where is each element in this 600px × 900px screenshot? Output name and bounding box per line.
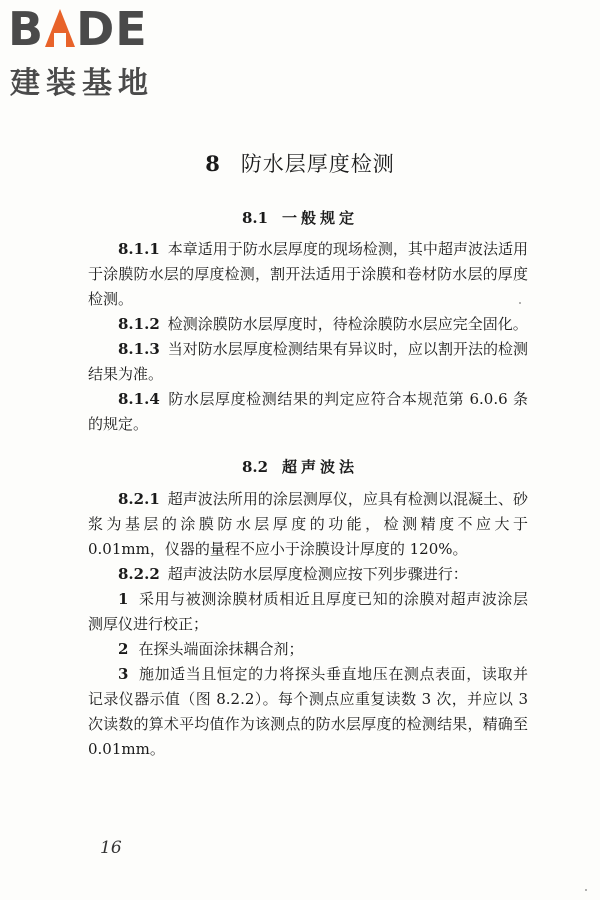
clause-text: 超声波法所用的涂层测厚仪，应具有检测以混凝土、砂浆为基层的涂膜防水层厚度的功能，检测精度不应大于 0.01mm，仪器的量程不应小于涂膜设计厚度的 120%。 (88, 490, 528, 558)
logo-wordmark: B DE (8, 2, 148, 56)
clause (88, 237, 528, 312)
chapter-title (0, 148, 600, 178)
section-body (88, 237, 528, 437)
page-number: 16 (100, 838, 122, 858)
section-number: 8.2 (241, 458, 269, 476)
clause-text: 超声波法防水层厚度检测应按下列步骤进行： (167, 565, 468, 583)
brand-logo (8, 4, 188, 100)
step-item (88, 637, 528, 662)
section-title-text: 一般规定 (282, 209, 359, 227)
clause-number: 8.1.3 (118, 340, 160, 358)
clause-number: 8.2.2 (118, 565, 160, 583)
clause-text: 本章适用于防水层厚度的现场检测，其中超声波法适用于涂膜防水层的厚度检测，割开法适用于涂膜和卷材防水层的厚度检测。 (88, 240, 528, 308)
step-number: 3 (118, 665, 129, 683)
clause-number: 8.1.4 (118, 390, 160, 408)
scan-speck (519, 302, 521, 304)
section-body (88, 487, 528, 762)
section-title-text: 超声波法 (282, 458, 359, 476)
clause (88, 387, 528, 437)
step-number: 1 (118, 590, 129, 608)
step-item (88, 662, 528, 762)
logo-subtitle: 建装基地 (10, 66, 154, 101)
clause-number: 8.1.2 (118, 315, 160, 333)
section-heading (0, 207, 600, 228)
clause (88, 337, 528, 387)
step-text: 施加适当且恒定的力将探头垂直地压在测点表面，读取并记录仪器示值（图 8.2.2）。每个测点应重复读数 3 次，并应以 3 次读数的算术平均值作为该测点的防水层厚度的检测结果，精确至 0.01mm。 (88, 665, 528, 758)
chapter-number: 8 (205, 151, 221, 176)
step-number: 2 (118, 640, 129, 658)
clause (88, 487, 528, 562)
clause-text: 当对防水层厚度检测结果有异议时，应以割开法的检测结果为准。 (88, 340, 528, 383)
scan-speck (585, 889, 587, 891)
clause (88, 562, 528, 587)
step-text: 在探头端面涂抹耦合剂； (138, 640, 304, 658)
section-number: 8.1 (241, 209, 269, 227)
clause-text: 防水层厚度检测结果的判定应符合本规范第 6.0.6 条的规定。 (88, 390, 528, 433)
step-text: 采用与被测涂膜材质相近且厚度已知的涂膜对超声波涂层测厚仪进行校正； (88, 590, 528, 633)
step-item (88, 587, 528, 637)
logo-a-triangle-icon (45, 9, 75, 49)
clause-text: 检测涂膜防水层厚度时，待检涂膜防水层应完全固化。 (167, 315, 528, 333)
clause-number: 8.2.1 (118, 490, 160, 508)
clause-number: 8.1.1 (118, 240, 160, 258)
clause (88, 312, 528, 337)
chapter-title-text: 防水层厚度检测 (240, 152, 395, 176)
section-heading (0, 456, 600, 477)
